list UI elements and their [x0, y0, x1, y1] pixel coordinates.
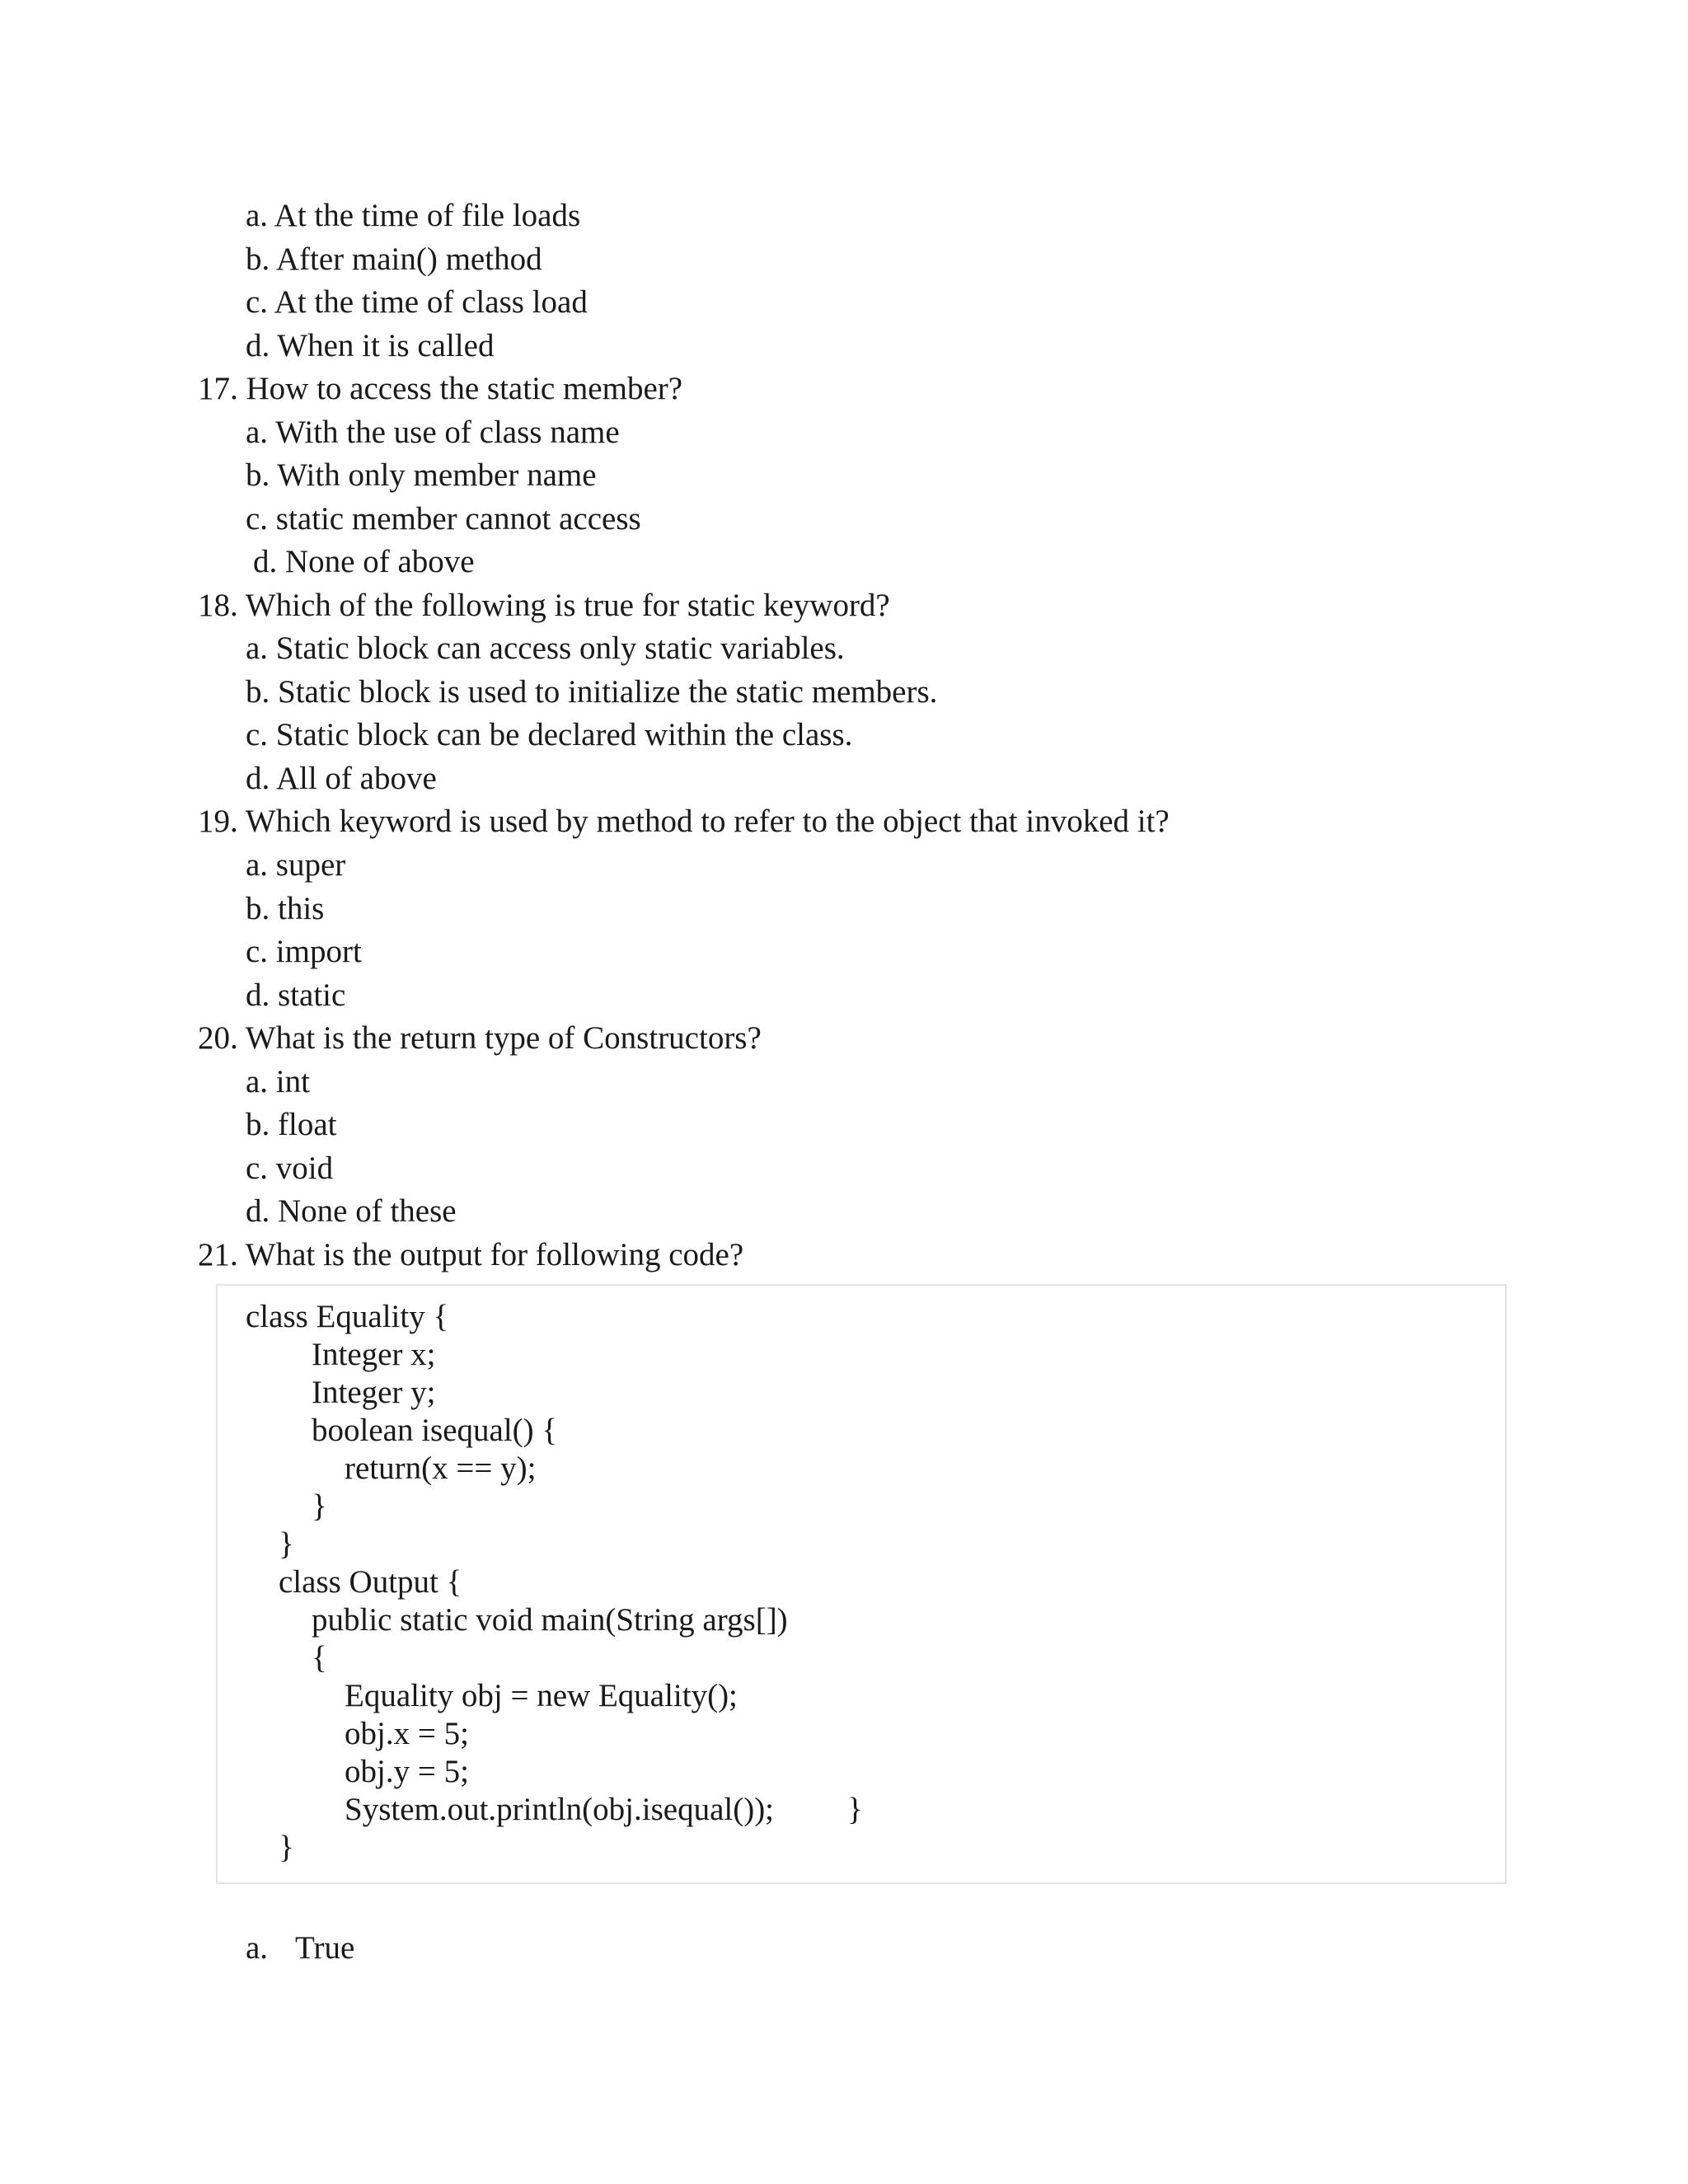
q19-option-b: b. this — [246, 891, 325, 926]
code-line: obj.x = 5; — [345, 1716, 469, 1751]
q19-option-d: d. static — [246, 977, 346, 1013]
q17-question: 17. How to access the static member? — [198, 371, 683, 406]
code-line: } — [279, 1526, 294, 1562]
q18-option-a: a. Static block can access only static variables. — [246, 630, 845, 666]
q21-option-a-letter: a. — [246, 1930, 269, 1966]
q20-option-a: a. int — [246, 1064, 310, 1099]
q16-option-c: c. At the time of class load — [246, 284, 588, 320]
q19-option-a: a. super — [246, 847, 346, 883]
q21-question: 21. What is the output for following code? — [198, 1237, 744, 1272]
q19-option-c: c. import — [246, 934, 362, 969]
q17-option-a: a. With the use of class name — [246, 415, 620, 450]
code-line: boolean isequal() { — [312, 1413, 558, 1448]
q16-option-b: b. After main() method — [246, 241, 542, 277]
code-line: class Output { — [279, 1564, 462, 1600]
q16-option-a: a. At the time of file loads — [246, 198, 581, 233]
q18-option-b: b. Static block is used to initialize the static members. — [246, 674, 938, 710]
q17-option-b: b. With only member name — [246, 457, 597, 493]
q20-option-b: b. float — [246, 1107, 337, 1142]
code-line: Integer y; — [312, 1375, 436, 1410]
q17-option-c: c. static member cannot access — [246, 501, 641, 537]
q18-option-c: c. Static block can be declared within the class. — [246, 717, 853, 752]
code-line: System.out.println(obj.isequal()); — [345, 1792, 775, 1827]
code-line: } — [279, 1830, 294, 1865]
q17-option-d: d. None of above — [253, 544, 475, 579]
code-line: { — [312, 1640, 327, 1675]
code-line: } — [312, 1488, 327, 1524]
code-line: Equality obj = new Equality(); — [345, 1678, 738, 1713]
q16-option-d: d. When it is called — [246, 328, 495, 363]
code-line: Integer x; — [312, 1337, 436, 1372]
q20-option-d: d. None of these — [246, 1193, 457, 1229]
code-line: return(x == y); — [345, 1451, 537, 1486]
q19-question: 19. Which keyword is used by method to refer to the object that invoked it? — [198, 804, 1170, 839]
q20-question: 20. What is the return type of Constructors? — [198, 1020, 762, 1056]
code-line: public static void main(String args[]) — [312, 1602, 788, 1638]
q18-question: 18. Which of the following is true for static keyword? — [198, 588, 890, 623]
code-line: class Equality { — [246, 1299, 449, 1334]
q20-option-c: c. void — [246, 1151, 334, 1186]
code-line: obj.y = 5; — [345, 1754, 469, 1789]
q21-option-a-text: True — [295, 1930, 355, 1966]
q18-option-d: d. All of above — [246, 761, 437, 796]
code-line: } — [847, 1792, 863, 1827]
